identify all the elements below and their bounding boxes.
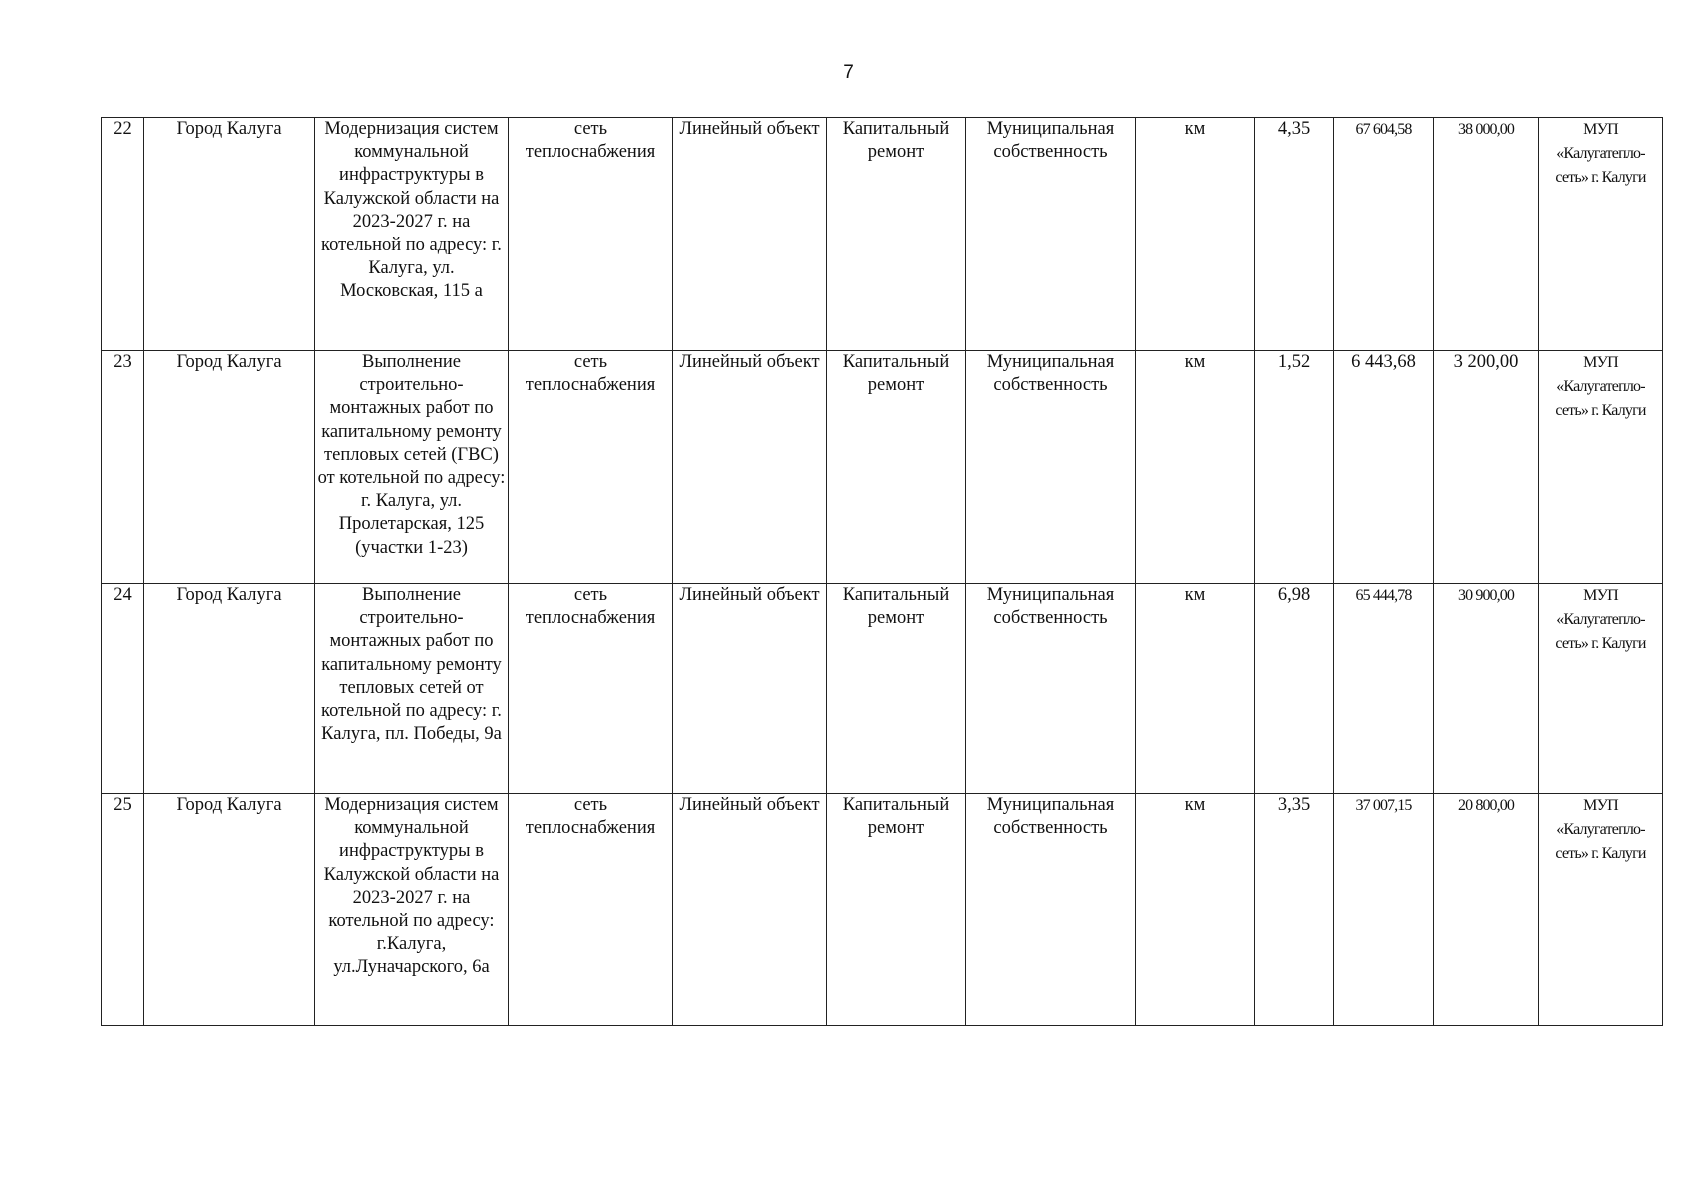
total-cost-cell: 65 444,78 (1334, 584, 1434, 794)
object-name-cell: сеть теплоснабжения (509, 794, 673, 1026)
object-name-cell: сеть теплоснабжения (509, 584, 673, 794)
quantity-cell: 1,52 (1255, 351, 1334, 584)
table-row (102, 794, 1663, 1026)
municipality-cell: Город Калуга (144, 351, 315, 584)
funding-cell: 20 800,00 (1434, 794, 1539, 1026)
object-type-cell: Линейный объект (673, 118, 827, 351)
unit-cell: км (1136, 794, 1255, 1026)
municipality-cell: Город Калуга (144, 794, 315, 1026)
ownership-cell: Муниципальная собственность (966, 584, 1136, 794)
ownership-cell: Муниципальная собственность (966, 118, 1136, 351)
ownership-cell: Муниципальная собственность (966, 351, 1136, 584)
row-number: 23 (102, 351, 144, 584)
page-number: 7 (843, 62, 854, 83)
description-cell: Выполнение строительно-монтажных работ по капитальному ремонту тепловых сетей (ГВС) от котельной по адресу: г. Калуга, ул. Пролетарская, 125 (участки 1-23) (315, 351, 509, 584)
unit-cell: км (1136, 584, 1255, 794)
funding-cell: 3 200,00 (1434, 351, 1539, 584)
total-cost-cell: 67 604,58 (1334, 118, 1434, 351)
funding-cell: 38 000,00 (1434, 118, 1539, 351)
organization-cell: МУП «Калугатепло-сеть» г. Калуги (1539, 584, 1663, 794)
work-type-cell: Капитальный ремонт (827, 794, 966, 1026)
ownership-cell: Муниципальная собственность (966, 794, 1136, 1026)
work-type-cell: Капитальный ремонт (827, 584, 966, 794)
object-type-cell: Линейный объект (673, 584, 827, 794)
table-row (102, 584, 1663, 794)
object-name-cell: сеть теплоснабжения (509, 118, 673, 351)
organization-cell: МУП «Калугатепло-сеть» г. Калуги (1539, 794, 1663, 1026)
unit-cell: км (1136, 351, 1255, 584)
description-cell: Модернизация систем коммунальной инфраструктуры в Калужской области на 2023-2027 г. на котельной по адресу: г. Калуга, ул. Московская, 115 а (315, 118, 509, 351)
unit-cell: км (1136, 118, 1255, 351)
work-type-cell: Капитальный ремонт (827, 351, 966, 584)
municipality-cell: Город Калуга (144, 584, 315, 794)
row-number: 22 (102, 118, 144, 351)
total-cost-cell: 6 443,68 (1334, 351, 1434, 584)
object-type-cell: Линейный объект (673, 351, 827, 584)
description-cell: Модернизация систем коммунальной инфраструктуры в Калужской области на 2023-2027 г. на котельной по адресу: г.Калуга, ул.Луначарского, 6а (315, 794, 509, 1026)
description-cell: Выполнение строительно-монтажных работ по капитальному ремонту тепловых сетей от котельной по адресу: г. Калуга, пл. Победы, 9а (315, 584, 509, 794)
organization-cell: МУП «Калугатепло-сеть» г. Калуги (1539, 118, 1663, 351)
row-number: 25 (102, 794, 144, 1026)
object-name-cell: сеть теплоснабжения (509, 351, 673, 584)
organization-cell: МУП «Калугатепло-сеть» г. Калуги (1539, 351, 1663, 584)
quantity-cell: 4,35 (1255, 118, 1334, 351)
row-number: 24 (102, 584, 144, 794)
table-row (102, 351, 1663, 584)
quantity-cell: 6,98 (1255, 584, 1334, 794)
funding-cell: 30 900,00 (1434, 584, 1539, 794)
quantity-cell: 3,35 (1255, 794, 1334, 1026)
total-cost-cell: 37 007,15 (1334, 794, 1434, 1026)
municipality-cell: Город Калуга (144, 118, 315, 351)
object-type-cell: Линейный объект (673, 794, 827, 1026)
work-type-cell: Капитальный ремонт (827, 118, 966, 351)
projects-table (101, 117, 1663, 1026)
table-row (102, 118, 1663, 351)
